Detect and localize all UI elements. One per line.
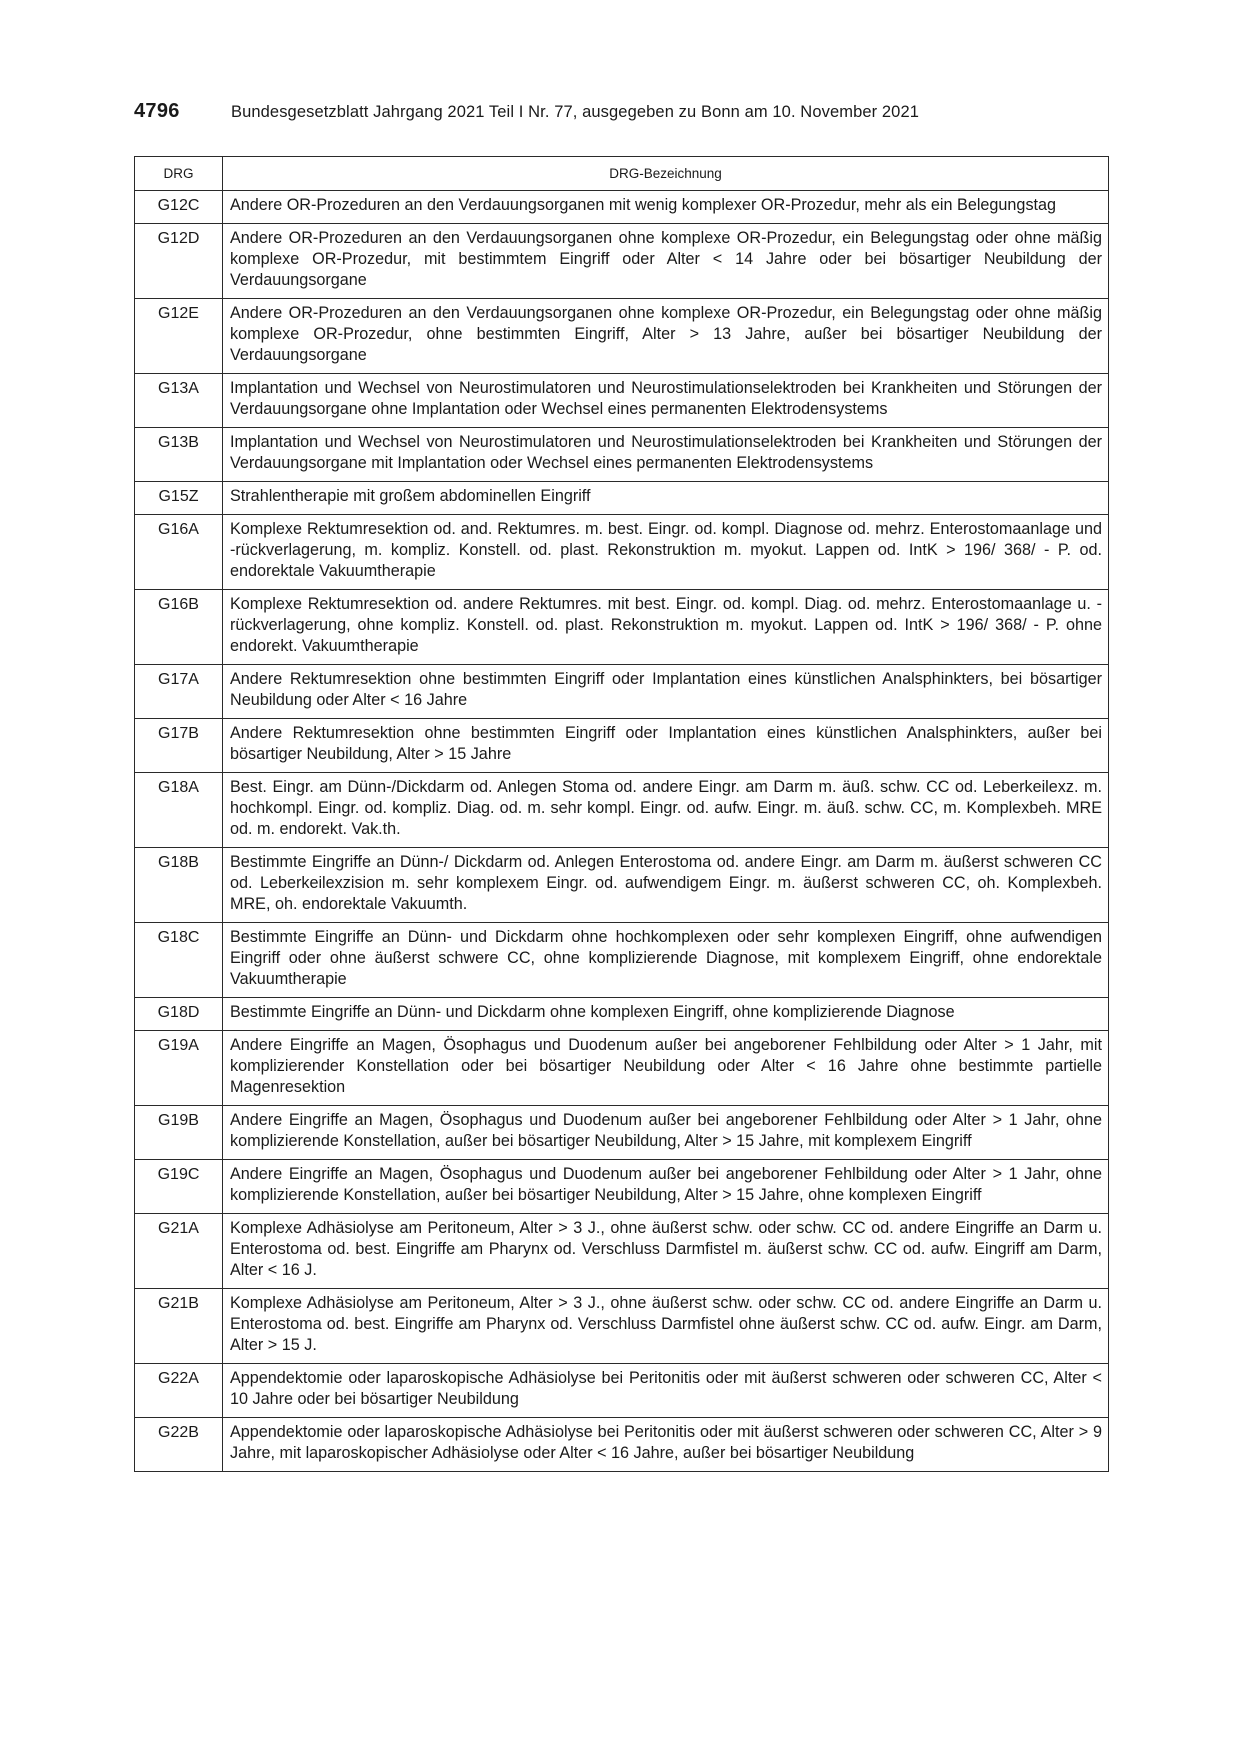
drg-code: G13A (135, 374, 223, 428)
drg-description: Andere OR-Prozeduren an den Verdauungsorganen ohne komplexe OR-Prozedur, ein Belegungstag oder ohne mäßig komplexe OR-Prozedur, mit bestimmtem Eingriff oder Alter < 14 Jahre oder bei bösartiger Neubildung der Verdauungsorgane (223, 224, 1109, 299)
table-row (135, 224, 1109, 299)
drg-description: Andere OR-Prozeduren an den Verdauungsorganen ohne komplexe OR-Prozedur, ein Belegungstag oder ohne mäßig komplexe OR-Prozedur, ohne bestimmten Eingriff, Alter > 13 Jahre, außer bei bösartiger Neubildung der Verdauungsorgane (223, 299, 1109, 374)
drg-code: G12E (135, 299, 223, 374)
table-row (135, 998, 1109, 1031)
drg-code: G17A (135, 665, 223, 719)
drg-description: Appendektomie oder laparoskopische Adhäsiolyse bei Peritonitis oder mit äußerst schweren oder schweren CC, Alter < 10 Jahre oder bei bösartiger Neubildung (223, 1364, 1109, 1418)
table-row (135, 1031, 1109, 1106)
drg-table (134, 156, 1109, 1472)
table-row (135, 923, 1109, 998)
table-row (135, 590, 1109, 665)
drg-code: G16A (135, 515, 223, 590)
table-row (135, 1364, 1109, 1418)
table-row (135, 1106, 1109, 1160)
drg-code: G19A (135, 1031, 223, 1106)
drg-description: Andere Eingriffe an Magen, Ösophagus und Duodenum außer bei angeborener Fehlbildung oder Alter > 1 Jahr, mit komplizierender Konstellation oder bei bösartiger Neubildung oder Alter < 16 Jahre ohne bestimmte partielle Magenresektion (223, 1031, 1109, 1106)
drg-description: Komplexe Rektumresektion od. andere Rektumres. mit best. Eingr. od. kompl. Diag. od. mehrz. Enterostomaanlage u. -rückverlagerung, ohne kompliz. Konstell. od. plast. Rekonstruktion m. myokut. Lappen od. IntK > 196/ 368/ - P. ohne endorekt. Vakuumtherapie (223, 590, 1109, 665)
table-row (135, 191, 1109, 224)
drg-code: G21B (135, 1289, 223, 1364)
drg-description: Bestimmte Eingriffe an Dünn-/ Dickdarm od. Anlegen Enterostoma od. andere Eingr. am Darm m. äußerst schweren CC od. Leberkeilexzision m. sehr komplexem Eingr. od. aufwendigem Eingr. m. äußerst schweren CC, oh. Komplexbeh. MRE, oh. endorektale Vakuumth. (223, 848, 1109, 923)
drg-code: G15Z (135, 482, 223, 515)
table-row (135, 1418, 1109, 1472)
table-row (135, 1289, 1109, 1364)
drg-description: Andere Rektumresektion ohne bestimmten Eingriff oder Implantation eines künstlichen Analsphinkters, bei bösartiger Neubildung oder Alter < 16 Jahre (223, 665, 1109, 719)
table-body (135, 191, 1109, 1472)
page-number: 4796 (134, 100, 180, 122)
page-header (134, 100, 919, 126)
table-row (135, 428, 1109, 482)
table-row (135, 374, 1109, 428)
drg-code: G19B (135, 1106, 223, 1160)
drg-description: Komplexe Adhäsiolyse am Peritoneum, Alter > 3 J., ohne äußerst schw. oder schw. CC od. andere Eingriffe an Darm u. Enterostoma od. best. Eingriffe am Pharynx od. Verschluss Darmfistel m. äußerst schw. CC od. aufw. Eingriff am Darm, Alter < 16 J. (223, 1214, 1109, 1289)
drg-description: Bestimmte Eingriffe an Dünn- und Dickdarm ohne komplexen Eingriff, ohne komplizierende Diagnose (223, 998, 1109, 1031)
table-row (135, 1160, 1109, 1214)
table-row (135, 1214, 1109, 1289)
drg-code: G17B (135, 719, 223, 773)
publication-line: Bundesgesetzblatt Jahrgang 2021 Teil I Nr. 77, ausgegeben zu Bonn am 10. November 2021 (231, 103, 920, 121)
table-row (135, 515, 1109, 590)
table-row (135, 773, 1109, 848)
drg-code: G18C (135, 923, 223, 998)
drg-code: G16B (135, 590, 223, 665)
table-row (135, 665, 1109, 719)
drg-code: G22A (135, 1364, 223, 1418)
column-header-drg: DRG (135, 157, 223, 191)
drg-code: G22B (135, 1418, 223, 1472)
drg-description: Komplexe Rektumresektion od. and. Rektumres. m. best. Eingr. od. kompl. Diagnose od. mehrz. Enterostomaanlage und -rückverlagerung, m. kompliz. Konstell. od. plast. Rekonstruktion m. myokut. Lappen od. IntK > 196/ 368/ - P. od. endorektale Vakuumtherapie (223, 515, 1109, 590)
drg-description: Implantation und Wechsel von Neurostimulatoren und Neurostimulationselektroden bei Krankheiten und Störungen der Verdauungsorgane mit Implantation oder Wechsel eines permanenten Elektrodensystems (223, 428, 1109, 482)
drg-code: G12C (135, 191, 223, 224)
drg-code: G12D (135, 224, 223, 299)
table-header-row (135, 157, 1109, 191)
drg-code: G21A (135, 1214, 223, 1289)
drg-code: G18A (135, 773, 223, 848)
drg-description: Bestimmte Eingriffe an Dünn- und Dickdarm ohne hochkomplexen oder sehr komplexen Eingriff, ohne aufwendigen Eingriff oder ohne äußerst schwere CC, ohne komplizierende Diagnose, mit komplexem Eingriff, ohne endorektale Vakuumtherapie (223, 923, 1109, 998)
drg-description: Andere OR-Prozeduren an den Verdauungsorganen mit wenig komplexer OR-Prozedur, mehr als ein Belegungstag (223, 191, 1109, 224)
drg-description: Andere Eingriffe an Magen, Ösophagus und Duodenum außer bei angeborener Fehlbildung oder Alter > 1 Jahr, ohne komplizierende Konstellation, außer bei bösartiger Neubildung, Alter > 15 Jahre, ohne komplexen Eingriff (223, 1160, 1109, 1214)
drg-description: Implantation und Wechsel von Neurostimulatoren und Neurostimulationselektroden bei Krankheiten und Störungen der Verdauungsorgane ohne Implantation oder Wechsel eines permanenten Elektrodensystems (223, 374, 1109, 428)
drg-description: Best. Eingr. am Dünn-/Dickdarm od. Anlegen Stoma od. andere Eingr. am Darm m. äuß. schw. CC od. Leberkeilexz. m. hochkompl. Eingr. od. kompliz. Diag. od. m. sehr kompl. Eingr. od. aufw. Eingr. m. äuß. schw. CC, m. Komplexbeh. MRE od. m. endorekt. Vak.th. (223, 773, 1109, 848)
column-header-drg-bezeichnung: DRG-Bezeichnung (223, 157, 1109, 191)
drg-code: G13B (135, 428, 223, 482)
drg-description: Andere Eingriffe an Magen, Ösophagus und Duodenum außer bei angeborener Fehlbildung oder Alter > 1 Jahr, ohne komplizierende Konstellation, außer bei bösartiger Neubildung, Alter > 15 Jahre, mit komplexem Eingriff (223, 1106, 1109, 1160)
drg-description: Strahlentherapie mit großem abdominellen Eingriff (223, 482, 1109, 515)
drg-description: Komplexe Adhäsiolyse am Peritoneum, Alter > 3 J., ohne äußerst schw. oder schw. CC od. andere Eingriffe an Darm u. Enterostoma od. best. Eingriffe am Pharynx od. Verschluss Darmfistel ohne äußerst schw. CC od. aufw. Eingr. am Darm, Alter > 15 J. (223, 1289, 1109, 1364)
drg-description: Appendektomie oder laparoskopische Adhäsiolyse bei Peritonitis oder mit äußerst schweren oder schweren CC, Alter > 9 Jahre, mit laparoskopischer Adhäsiolyse oder Alter < 16 Jahre, außer bei bösartiger Neubildung (223, 1418, 1109, 1472)
drg-description: Andere Rektumresektion ohne bestimmten Eingriff oder Implantation eines künstlichen Analsphinkters, außer bei bösartiger Neubildung, Alter > 15 Jahre (223, 719, 1109, 773)
drg-code: G19C (135, 1160, 223, 1214)
drg-code: G18B (135, 848, 223, 923)
table-row (135, 482, 1109, 515)
table-row (135, 719, 1109, 773)
table-row (135, 299, 1109, 374)
table-row (135, 848, 1109, 923)
drg-code: G18D (135, 998, 223, 1031)
